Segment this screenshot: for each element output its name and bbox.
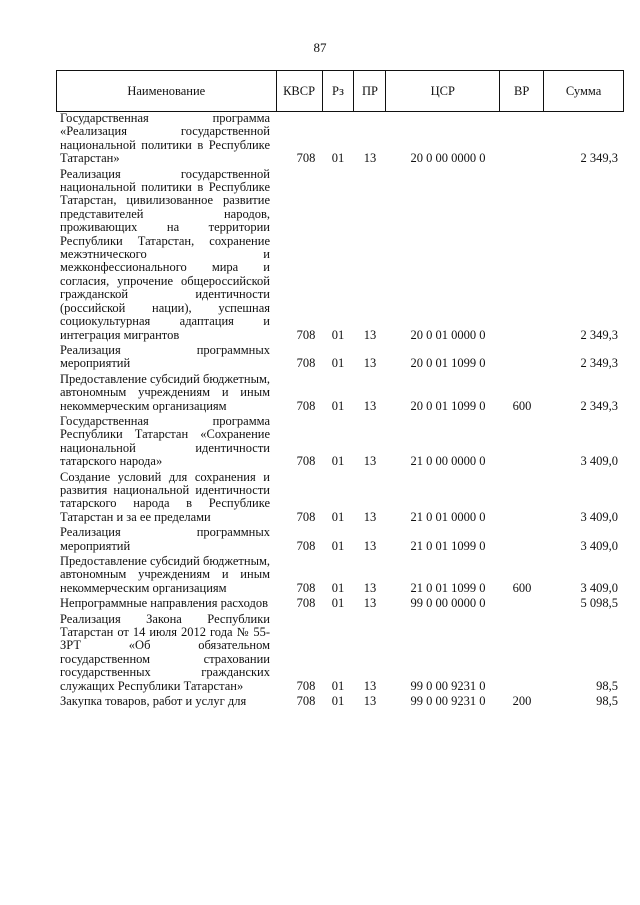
cell-kvsr: 708 <box>296 538 316 553</box>
cell-rz: 01 <box>331 678 345 693</box>
cell-pr: 13 <box>363 356 377 371</box>
header-rz: Рз <box>323 71 355 111</box>
cell-name: Создание условий для сохранения и развития национальной идентичности татарского народа в Республике Татарстан и за ее пределами <box>60 469 270 524</box>
cell-sum: 2 349,3 <box>580 398 618 413</box>
cell-vr: 200 <box>512 694 532 709</box>
table-row <box>56 597 624 610</box>
cell-pr: 13 <box>363 580 377 595</box>
cell-vr: 600 <box>512 398 532 413</box>
cell-rz: 01 <box>331 509 345 524</box>
table-row <box>56 555 624 595</box>
table-row <box>56 526 624 553</box>
cell-sum: 3 409,0 <box>580 454 618 469</box>
cell-vr: 600 <box>512 580 532 595</box>
cell-sum: 3 409,0 <box>580 538 618 553</box>
table-row <box>56 415 624 469</box>
cell-kvsr: 708 <box>296 678 316 693</box>
budget-table <box>56 70 624 710</box>
header-name: Наименование <box>57 71 277 111</box>
cell-sum: 5 098,5 <box>580 596 618 611</box>
cell-name: Государственная программа «Реализация государственной национальной политики в Республике Татарстан» <box>60 111 270 166</box>
cell-csr: 21 0 00 0000 0 <box>410 454 486 469</box>
cell-kvsr: 708 <box>296 694 316 709</box>
header-pr: ПР <box>354 71 386 111</box>
cell-name: Реализация Закона Республики Татарстан от 14 июля 2012 года № 55-ЗРТ «Об обязательном государственном страховании государственных гражданских служащих Республики Татарстан» <box>60 611 270 693</box>
cell-rz: 01 <box>331 580 345 595</box>
header-sum: Сумма <box>544 71 624 111</box>
cell-pr: 13 <box>363 509 377 524</box>
cell-rz: 01 <box>331 327 345 342</box>
cell-kvsr: 708 <box>296 509 316 524</box>
cell-csr: 21 0 01 0000 0 <box>410 509 486 524</box>
cell-name: Реализация государственной национальной политики в Республике Татарстан, цивилизованное развитие представителей народов, проживающих на территории Республики Татарстан, сохранение межэтнического и межконфессионального мира и согласия, упрочение общероссийской гражданской идентичности (российской нации), успешная социокультурная адаптация и интеграция мигрантов <box>60 166 270 342</box>
cell-csr: 99 0 00 0000 0 <box>410 596 486 611</box>
cell-name: Реализация программных мероприятий <box>60 525 270 553</box>
cell-rz: 01 <box>331 356 345 371</box>
table-row <box>56 471 624 525</box>
table-header <box>56 70 624 112</box>
cell-pr: 13 <box>363 596 377 611</box>
cell-sum: 2 349,3 <box>580 356 618 371</box>
cell-name: Государственная программа Республики Татарстан «Сохранение национальной идентичности татарского народа» <box>60 413 270 469</box>
cell-name: Предоставление субсидий бюджетным, автономным учреждениям и иным некоммерческим организациям <box>60 554 270 595</box>
cell-csr: 20 0 01 1099 0 <box>410 398 486 413</box>
table-row <box>56 613 624 693</box>
cell-kvsr: 708 <box>296 356 316 371</box>
cell-rz: 01 <box>331 454 345 469</box>
cell-csr: 20 0 00 0000 0 <box>410 151 486 166</box>
header-csr: ЦСР <box>386 71 500 111</box>
table-row <box>56 112 624 166</box>
cell-csr: 20 0 01 0000 0 <box>410 327 486 342</box>
cell-rz: 01 <box>331 694 345 709</box>
table-body <box>56 112 624 708</box>
cell-rz: 01 <box>331 151 345 166</box>
header-kvsr: КВСР <box>277 71 323 111</box>
cell-pr: 13 <box>363 327 377 342</box>
cell-sum: 98,5 <box>596 694 618 709</box>
cell-pr: 13 <box>363 694 377 709</box>
cell-kvsr: 708 <box>296 580 316 595</box>
cell-rz: 01 <box>331 538 345 553</box>
table-row <box>56 695 624 708</box>
cell-kvsr: 708 <box>296 398 316 413</box>
table-row <box>56 344 624 371</box>
cell-name: Непрограммные направления расходов <box>60 596 268 611</box>
cell-pr: 13 <box>363 398 377 413</box>
cell-csr: 21 0 01 1099 0 <box>410 580 486 595</box>
cell-name: Реализация программных мероприятий <box>60 342 270 371</box>
cell-name: Закупка товаров, работ и услуг для <box>60 694 247 709</box>
cell-rz: 01 <box>331 398 345 413</box>
cell-kvsr: 708 <box>296 327 316 342</box>
cell-sum: 3 409,0 <box>580 509 618 524</box>
cell-pr: 13 <box>363 538 377 553</box>
cell-kvsr: 708 <box>296 596 316 611</box>
header-vr: ВР <box>500 71 544 111</box>
cell-pr: 13 <box>363 454 377 469</box>
cell-pr: 13 <box>363 678 377 693</box>
cell-name: Предоставление субсидий бюджетным, автономным учреждениям и иным некоммерческим организациям <box>60 371 270 413</box>
cell-kvsr: 708 <box>296 151 316 166</box>
cell-rz: 01 <box>331 596 345 611</box>
table-row <box>56 168 624 342</box>
cell-csr: 99 0 00 9231 0 <box>410 694 486 709</box>
cell-sum: 98,5 <box>596 678 618 693</box>
cell-sum: 2 349,3 <box>580 327 618 342</box>
cell-csr: 99 0 00 9231 0 <box>410 678 486 693</box>
page-number: 87 <box>313 40 327 55</box>
cell-csr: 20 0 01 1099 0 <box>410 356 486 371</box>
cell-csr: 21 0 01 1099 0 <box>410 538 486 553</box>
cell-sum: 3 409,0 <box>580 580 618 595</box>
cell-sum: 2 349,3 <box>580 151 618 166</box>
cell-kvsr: 708 <box>296 454 316 469</box>
cell-pr: 13 <box>363 151 377 166</box>
table-row <box>56 373 624 413</box>
